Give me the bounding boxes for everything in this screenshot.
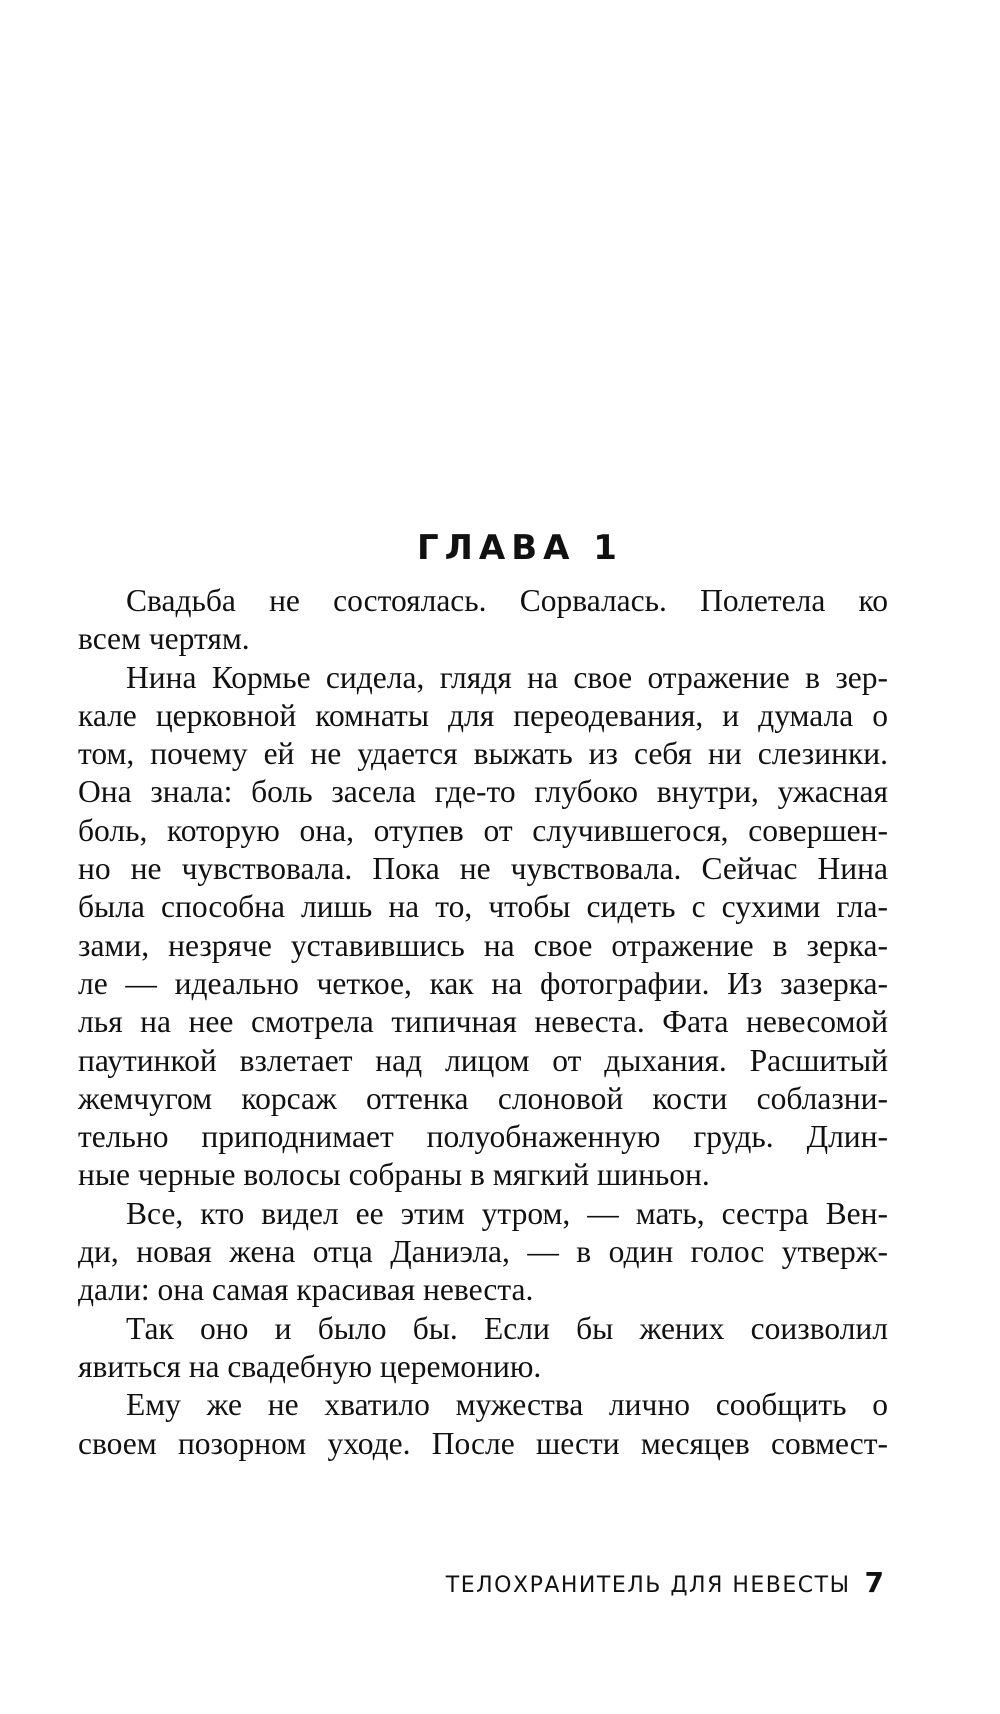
text-line: Все, кто видел ее этим утром, — мать, сестра Вен- bbox=[126, 1195, 888, 1231]
text-line: жемчугом корсаж оттенка слоновой кости соблазни- bbox=[78, 1080, 888, 1116]
text-line: Так оно и было бы. Если бы жених соизволил bbox=[126, 1310, 888, 1346]
page-number: 7 bbox=[864, 1566, 884, 1599]
text-line: зами, незряче уставившись на свое отражение в зерка- bbox=[78, 927, 888, 963]
text-line: своем позорном уходе. После шести месяцев совмест- bbox=[78, 1425, 888, 1461]
chapter-title: ГЛАВА 1 bbox=[417, 528, 623, 568]
text-line: явиться на свадебную церемонию. bbox=[78, 1348, 542, 1384]
text-line: том, почему ей не удается выжать из себя ни слезинки. bbox=[78, 736, 888, 772]
text-line: лья на нее смотрела типичная невеста. Фата невесомой bbox=[78, 1004, 888, 1040]
text-line: ди, новая жена отца Даниэла, — в один голос утверж- bbox=[78, 1234, 888, 1270]
body-text bbox=[78, 582, 888, 1463]
text-line: дали: она самая красивая невеста. bbox=[78, 1272, 534, 1308]
paragraph-3 bbox=[78, 1195, 888, 1310]
text-line: но не чувствовала. Пока не чувствовала. Сейчас Нина bbox=[78, 851, 888, 887]
text-line: была способна лишь на то, чтобы сидеть с сухими гла- bbox=[78, 889, 888, 925]
text-line: тельно приподнимает полуобнаженную грудь. Длин- bbox=[78, 1119, 888, 1155]
text-line: ле — идеально четкое, как на фотографии. Из зазерка- bbox=[78, 965, 888, 1001]
running-footer bbox=[446, 1566, 884, 1599]
text-line: боль, которую она, отупев от случившегося, совершен- bbox=[78, 812, 888, 848]
book-title: ТЕЛОХРАНИТЕЛЬ ДЛЯ НЕВЕСТЫ bbox=[445, 1573, 851, 1598]
text-line: кале церковной комнаты для переодевания, и думала о bbox=[78, 697, 888, 733]
text-line: Нина Кормье сидела, глядя на свое отражение в зер- bbox=[126, 659, 888, 695]
paragraph-4 bbox=[78, 1310, 888, 1387]
text-line: Ему же не хватило мужества лично сообщить о bbox=[126, 1387, 888, 1423]
text-line: Она знала: боль засела где-то глубоко внутри, ужасная bbox=[78, 774, 888, 810]
text-line: Свадьба не состоялась. Сорвалась. Полетела ко bbox=[126, 583, 888, 618]
text-line: всем чертям. bbox=[78, 621, 250, 657]
paragraph-2 bbox=[78, 659, 888, 1195]
paragraph-5 bbox=[78, 1386, 888, 1463]
text-line: ные черные волосы собраны в мягкий шиньон. bbox=[78, 1157, 710, 1193]
text-line: паутинкой взлетает над лицом от дыхания. Расшитый bbox=[78, 1042, 888, 1078]
paragraph-1 bbox=[78, 582, 888, 659]
